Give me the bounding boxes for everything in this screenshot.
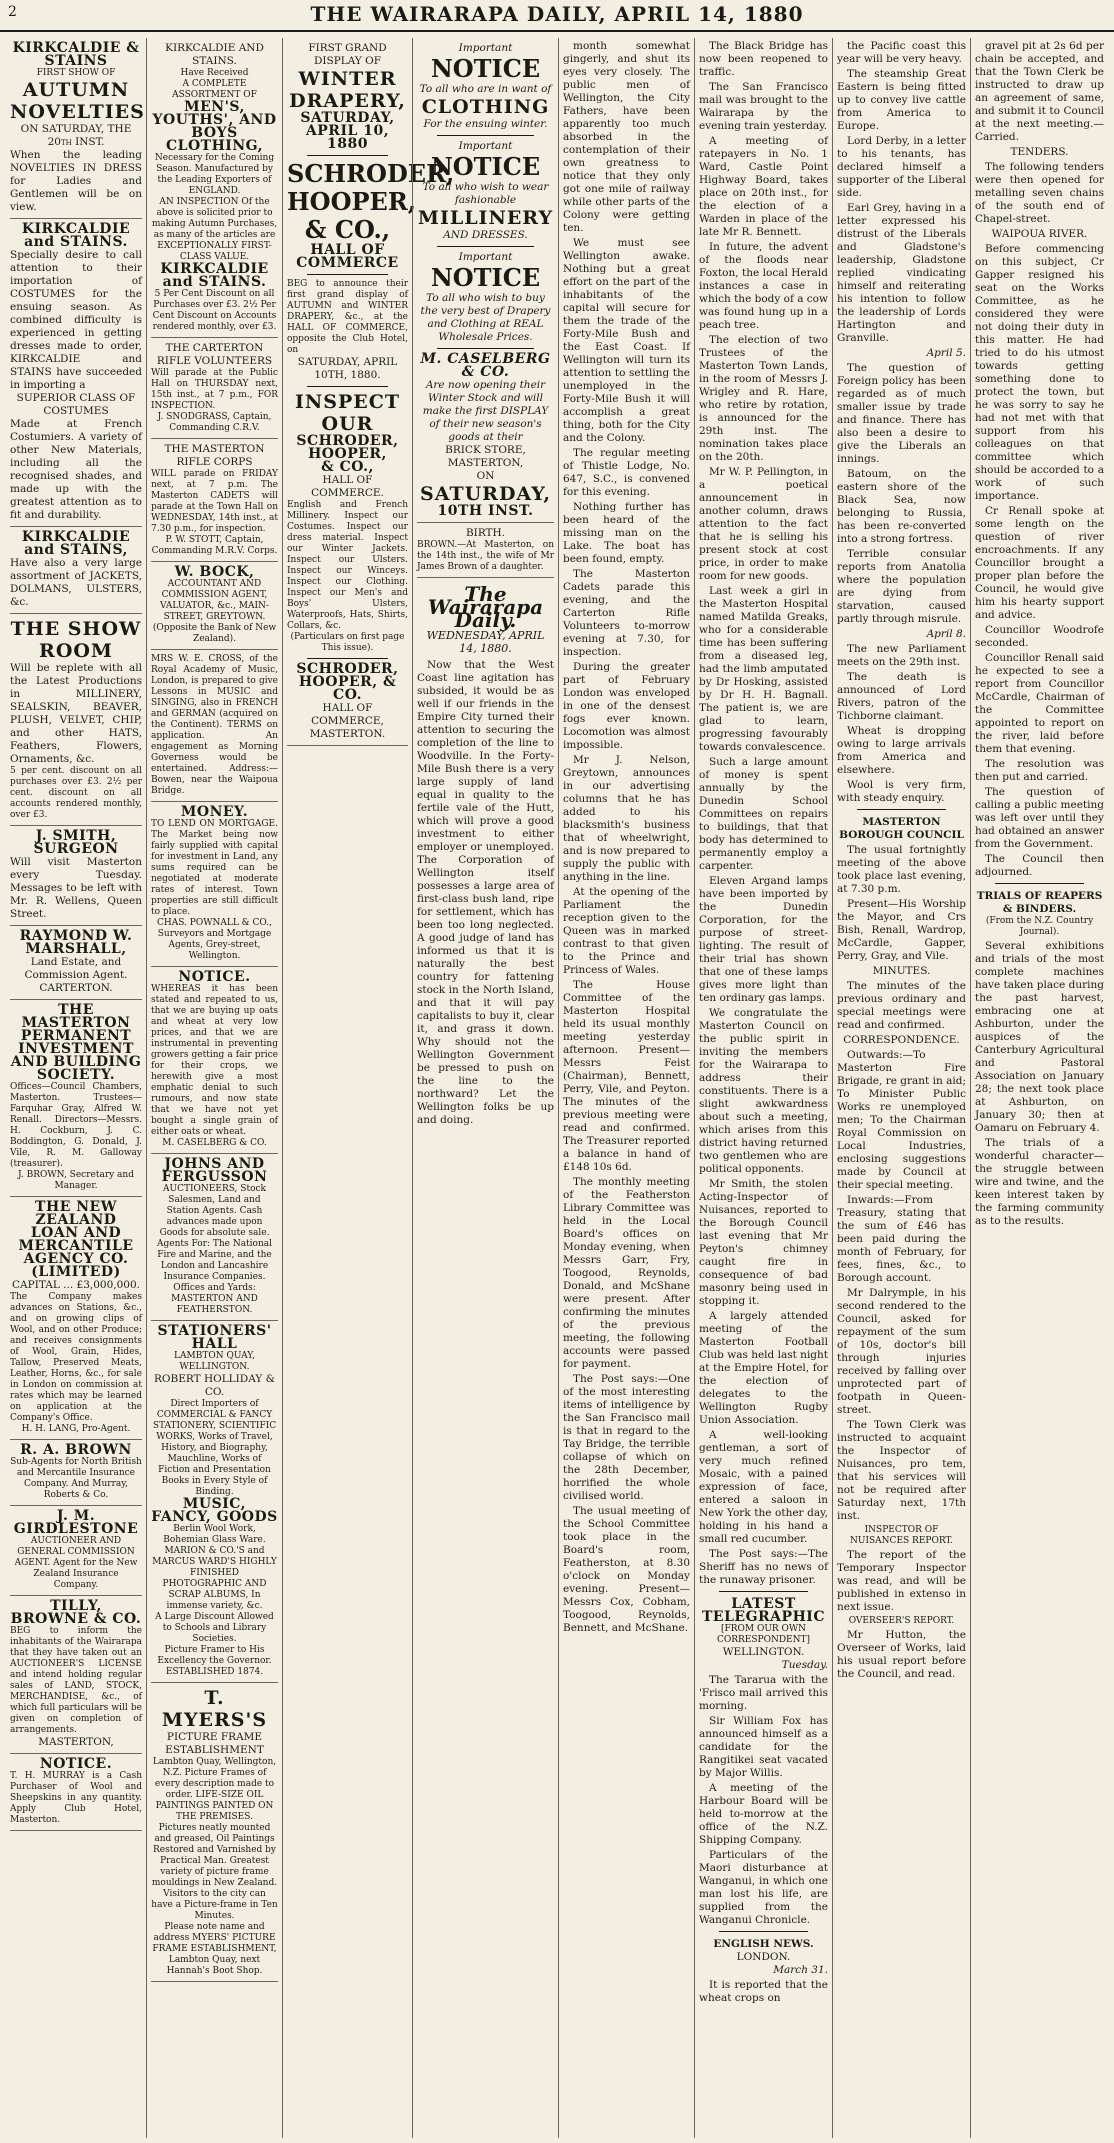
store-name: BRICK STORE, MASTERTON, (445, 444, 526, 469)
ad-title: MONEY. (180, 804, 249, 820)
news-paragraph: During the greater part of February London was enveloped in one of the densest fogs ever known. Locomotion was almost impossible. (563, 661, 690, 751)
ad-body: MRS W. E. CROSS, of the Royal Academy of Music, London, is prepared to give Lessons in MUSIC and SINGING, also in FRENCH and GERMAN (acquired on the Continent). TERMS on application. An engagement as Morning Governess would be entertained. Address:—Bowen, near the Waipoua Bridge. (151, 654, 278, 796)
news-paragraph: Batoum, on the eastern shore of the Black Sea, now belonging to Russia, has been re-converted into a strong fortress. (837, 468, 966, 545)
date-label: 10TH INST. (437, 503, 534, 519)
news-paragraph: A well-looking gentleman, a sort of very much refined Mosaic, with a pained expression of face, entered a saloon in New York the other day, holding in his hand a small red cucumber. (699, 1429, 828, 1545)
ad-body: Specially desire to call attention to their importation of COSTUMES for the ensuing season. As combined difficulty is experienced in getting dresses made to order, KIRKCALDIE and STAINS have succeeded in importing a (10, 249, 142, 391)
ad-address: Please note name and address MYERS' PICTURE FRAME ESTABLISHMENT, Lambton Quay, next Hannah's Boot Shop. (152, 1922, 277, 1976)
section-heading-english-news: ENGLISH NEWS. (713, 1938, 814, 1950)
news-paragraph: month somewhat gingerly, and shut its eyes very closely. The public men of Wellington, the City Fathers, have been apparently too much absorbed in the contemplation of their own greatness to notice that they only got one mile of railway while other parts of the Colony were getting ten. (563, 40, 690, 234)
notice-heading: NOTICE (430, 54, 541, 83)
firm-small-1: SCHRODER, (296, 433, 399, 449)
ad-mens-clothing (151, 38, 278, 338)
subhead-tenders: TENDERS. (1010, 146, 1069, 158)
subhead-correspondence: CORRESPONDENCE. (843, 1034, 960, 1046)
firm-body: Are now opening their Winter Stock and will make the first DISPLAY of their new season's goods at their (422, 379, 549, 443)
ad-title: RAYMOND W. MARSHALL, (19, 928, 133, 957)
notice-item: CLOTHING (421, 96, 550, 118)
ad-footer: Visitors to the city can have a Picture-frame in Ten Minutes. (151, 1889, 278, 1921)
ad-title: KIRKCALDIE AND STAINS. (165, 42, 264, 67)
news-paragraph: Councillor Renall said he expected to see a report from Councillor McCardle, Chairman of the Committee appointed to report on the river, laid before them that evening. (975, 652, 1104, 755)
ad-surgeon (10, 826, 142, 926)
ad-title: THE SHOW ROOM (10, 618, 142, 662)
ad-masterton-rifles (151, 439, 278, 562)
important-label: Important (458, 140, 513, 152)
news-paragraph: The San Francisco mail was brought to the Wairarapa by the evening train yesterday. (699, 81, 828, 132)
news-paragraph: The resolution was then put and carried. (975, 758, 1104, 783)
ad-place: HALL OF COMMERCE (296, 242, 399, 271)
ad-tilly-browne (10, 1596, 142, 1754)
column-4 (412, 38, 558, 2138)
ad-body: ACCOUNTANT AND COMMISSION AGENT, VALUATOR, &c., MAIN-STREET, GREYTOWN. (160, 579, 269, 622)
news-paragraph: The Tararua with the 'Frisco mail arrived this morning. (699, 1674, 828, 1712)
day-label: SATURDAY, (420, 483, 551, 505)
ad-body: AUCTIONEER AND GENERAL COMMISSION AGENT. Agent for the New Zealand Insurance Company. (14, 1536, 138, 1590)
ad-body: When the leading NOVELTIES IN DRESS for Ladies and Gentlemen will be on view. (10, 149, 142, 213)
news-paragraph: Mr W. P. Pellington, in a poetical announcement in another column, draws attention to the fact that he is selling his present stock at cost price, in order to make room for new goods. (699, 466, 828, 582)
ad-headline-2: CLOTHING, (165, 138, 263, 154)
dateline: April 8. (926, 628, 966, 640)
ad-headline: AUTUMN NOVELTIES (10, 79, 145, 123)
column-7 (832, 38, 970, 2138)
news-paragraph: Such a large amount of money is spent annually by the Dunedin School Committees on repairs to buildings, that that body has determined to permanently employ a carpenter. (699, 756, 828, 872)
news-paragraph: The Masterton Cadets parade this evening, and the Carterton Rifle Volunteers to-morrow evening at 7.30, for inspection. (563, 568, 690, 658)
news-paragraph: In future, the advent of the floods near Foxton, the local Herald instances a case in which the body of a cow was found hung up in a peach tree. (699, 241, 828, 331)
ad-body: TO LEND ON MORTGAGE. The Market being now fairly supplied with capital for investment in Land, any sums required can be negotiated at moderate rates of interest. Town properties are still difficult to place. (151, 819, 278, 917)
ad-terms: 5 per cent. discount on all purchases over £3. 2½ per cent. discount on all accounts rendered monthly, over £3. (10, 766, 142, 820)
news-paragraph: Eleven Argand lamps have been imported by the Dunedin Corporation, for the purpose of street-lighting. The result of their trial has shown that one of these lamps gives more light than ten ordinary gas lamps. (699, 875, 828, 1004)
notice-item: MILLINERY (417, 207, 554, 229)
divider (437, 348, 534, 349)
dateline-date: March 31. (773, 1964, 828, 1976)
news-paragraph: Last week a girl in the Masterton Hospital named Matilda Greaks, who for a considerable time has been suffering from a diseased leg, had the limb amputated by Dr Hosking, assisted by Dr H. H. Bagnall. The patient is, we are glad to learn, progressing favourably towards convalescence. (699, 585, 828, 753)
divider (719, 1591, 808, 1592)
ad-sub: FIRST SHOW OF (36, 68, 116, 78)
ad-title: NOTICE. (39, 1756, 113, 1772)
footer-firm: SCHRODER, HOOPER, & CO. (296, 661, 399, 703)
ad-title: KIRKCALDIE and STAINS. (21, 221, 131, 250)
birth-body: BROWN.—At Masterton, on the 14th inst., the wife of Mr James Brown of a daughter. (417, 540, 554, 572)
news-paragraph: We must see Wellington awake. Nothing but a great effort on the part of the inhabitants of the capital will secure for them the trade of the Forty-Mile Bush and the East Coast. If Wellington will turn its attention to settling the unemployed in the Forty-Mile Bush it will accomplish a great thing, both for the City and the Colony. (563, 237, 690, 444)
news-paragraph: The question of Foreign policy has been regarded as of much smaller issue by trade and finance. There has also been a desire to give the Liberals an innings. (837, 362, 966, 465)
ad-title: R. A. BROWN (20, 1442, 132, 1458)
news-paragraph: Wool is very firm, with steady enquiry. (837, 779, 966, 804)
ad-note: (Particulars on first page This issue). (290, 632, 405, 653)
news-paragraph: The minutes of the previous ordinary and special meetings were read and confirmed. (837, 980, 966, 1031)
ad-title: KIRKCALDIE and STAINS, (21, 529, 131, 558)
news-paragraph: Before commencing on this subject, Cr Gapper resigned his seat on the Works Committee, as he considered they were not doing their duty in this matter. He had tried to do his utmost towards getting something done to protect the town, but he was sorry to say he had not met with that support from his colleagues on that committee which should be accorded to a work of such importance. (975, 243, 1104, 502)
news-paragraph: Outwards:—To Masterton Fire Brigade, re grant in aid; To Minister Public Works re unemployed men; To the Chairman Royal Commission on Local Industries, enclosing suggestions made by Council at their special meeting. (837, 1049, 966, 1191)
ad-body: Land Estate, and Commission Agent. (24, 956, 128, 981)
birth-notice (417, 523, 554, 578)
dateline: April 5. (926, 347, 966, 359)
ad-winter-drapery (287, 38, 455, 746)
ad-headline: WINTER DRAPERY, (289, 68, 406, 112)
news-paragraph: Earl Grey, having in a letter expressed his distrust of the Liberals and Gladstone's leadership, Gladstone replied vindicating himself and reiterating his intention to follow the leadership of Lords Hartington and Granville. (837, 202, 966, 344)
firm-line-3: & CO., (304, 215, 391, 244)
subhead-inspector: INSPECTOR OF NUISANCES REPORT. (850, 1525, 953, 1546)
paper-dateline: WEDNESDAY, APRIL 14, 1880. (426, 629, 545, 655)
divider (307, 155, 388, 156)
news-paragraph: Mr Smith, the stolen Acting-Inspector of Nuisances, reported to the Borough Council last evening that Mr Peyton's chimney caught fire in consequence of bad masonry being used in stopping it. (699, 1178, 828, 1307)
ad-body: BEG to announce their first grand display of AUTUMN and WINTER DRAPERY, &c., at the HALL OF COMMERCE, opposite the Club Hotel, on (287, 279, 408, 355)
ad-costumes (10, 219, 142, 527)
ad-body: The Company makes advances on Stations, &c., and on growing clips of Wool, and on other Produce; and receives consignments of Wool, Grain, Hides, Tallow, Preserved Meats, Leather, Horns, &c., for sale in London on commission at rates which may be learned on application at the Company's Office. (10, 1292, 142, 1423)
news-paragraph: A meeting of ratepayers in No. 1 Ward, Castle Point Highway Board, takes place on 20th inst., for the election of a Warden in place of the late Mr R. Bennett. (699, 135, 828, 238)
ad-body: AUCTIONEERS, Stock Salesmen, Land and Station Agents. Cash advances made upon Goods for absolute sale. Agents For: The National Fire and Marine, and the London and Lancashire Insurance Companies. Offices and Yards: MASTERTON AND FEATHERSTON. (156, 1184, 273, 1315)
news-paragraph: The Town Clerk was instructed to acquaint the Inspector of Nuisances, pro tem, that his services will not be required after Saturday next, 17th inst. (837, 1419, 966, 1522)
column-8 (970, 38, 1108, 2138)
ad-terms: 5 Per Cent Discount on all Purchases over £3. 2½ Per Cent Discount on Accounts rendered monthly, over £3. (152, 289, 277, 332)
ad-show-room (10, 614, 142, 826)
news-paragraph: Councillor Woodrofe seconded. (975, 624, 1104, 649)
divider (719, 1931, 808, 1932)
ad-title: W. BOCK, (174, 564, 255, 580)
subhead-waipoua: WAIPOUA RIVER. (991, 228, 1088, 240)
news-paragraph: Sir William Fox has announced himself as a candidate for the Rangitikei seat vacated by Major Willis. (699, 1715, 828, 1779)
newspaper-title: THE WAIRARAPA DAILY, APRIL 14, 1880 (310, 2, 804, 26)
ad-money (151, 802, 278, 967)
ad-title: THE CARTERTON RIFLE VOLUNTEERS (156, 342, 273, 367)
notice-item-2: AND DRESSES. (443, 229, 528, 241)
notice-body: To all who wish to wear fashionable (422, 181, 549, 206)
ad-place: MASTERTON, (38, 1736, 114, 1748)
divider (307, 386, 388, 387)
news-paragraph: The report of the Temporary Inspector was read, and will be published in extenso in next issue. (837, 1549, 966, 1613)
firm-line-1: SCHRODER, (287, 159, 455, 188)
section-subheading: (From the N.Z. Country Journal). (985, 916, 1094, 937)
ad-title: JOHNS AND FERGUSSON (161, 1156, 268, 1185)
ad-date: ON SATURDAY, THE 20th INST. (20, 123, 132, 148)
ad-lead: A COMPLETE ASSORTMENT OF (172, 79, 257, 100)
firm-name: M. CASELBERG & CO. (420, 351, 551, 380)
column-1 (6, 38, 146, 2138)
divider (995, 883, 1084, 884)
masthead (0, 0, 1114, 32)
news-paragraph: Inwards:—From Treasury, stating that the sum of £46 has been paid during the month of February, for fees, fines, &c., to Borough account. (837, 1194, 966, 1284)
news-paragraph: The election of two Trustees of the Masterton Town Lands, in the room of Messrs J. Wrigley and R. Hare, who retire by rotation, is announced for the 29th inst. The nomination takes place on the 20th. (699, 334, 828, 463)
ad-myers (151, 1683, 278, 1982)
news-paragraph: Mr J. Nelson, Greytown, announces in our advertising columns that he has added to his blacksmith's business that of wheelwright, and is now prepared to supply the public with anything in the line. (563, 754, 690, 883)
ad-music-body: Berlin Wool Work, Bohemian Glass Ware. (163, 1524, 266, 1545)
divider (307, 658, 388, 659)
column-5 (558, 38, 694, 2138)
section-heading-borough-council: MASTERTON BOROUGH COUNCIL (839, 816, 964, 841)
subhead-overseer: OVERSEER'S REPORT. (848, 1616, 955, 1626)
ad-body: T. H. MURRAY is a Cash Purchaser of Wool and Sheepskins in any quantity. Apply Club Hotel, Masterton. (10, 1771, 142, 1825)
ad-jackets (10, 527, 142, 614)
ad-body: Lambton Quay, Wellington, N.Z. Picture Frames of every description made to order. LIFE-SIZE OIL PAINTINGS PAINTED ON THE PREMISES. (152, 1757, 277, 1822)
dateline-place: LONDON. (736, 1951, 791, 1963)
ad-caselberg-notices (417, 38, 554, 523)
ad-title: THE MASTERTON RIFLE CORPS (164, 443, 265, 468)
ad-title: J. M. GIRDLESTONE (13, 1508, 139, 1537)
ad-murray-notice (10, 1754, 142, 1831)
news-paragraph: Nothing further has been heard of the missing man on the Lake. The boat has been found, empty. (563, 501, 690, 565)
ad-music: MUSIC, FANCY, GOODS (151, 1496, 278, 1525)
ad-bock (151, 562, 278, 650)
ad-body: Made at French Costumiers. A variety of other New Materials, including all the recognised shades, and made up with the greatest attention as to fit and durability. (10, 418, 142, 521)
ad-footer: KIRKCALDIE and STAINS. (160, 261, 269, 290)
column-6 (694, 38, 832, 2138)
divider (437, 246, 534, 247)
ad-sign: M. CASELBERG & CO. (162, 1138, 267, 1148)
ad-body: Will parade at the Public Hall on THURSDAY next, 15th inst., at 7 p.m., FOR INSPECTION. (151, 368, 278, 411)
ad-title: NOTICE. (178, 969, 251, 985)
ad-title: TILLY, BROWNE & CO. (10, 1598, 142, 1627)
notice-heading: NOTICE (430, 263, 541, 292)
ad-sign: CHAS. POWNALL & CO., Surveyors and Mortgage Agents, Grey-street, Wellington. (156, 918, 272, 961)
dateline-place: WELLINGTON. (722, 1646, 805, 1658)
ad-sign: J. SNODGRASS, Captain, Commanding C.R.V. (157, 412, 272, 433)
ad-title: THE MASTERTON PERMANENT INVESTMENT AND BUILDING SOCIETY. (10, 1002, 142, 1083)
ad-body: BEG to inform the inhabitants of the Wairarapa that they have taken out an AUCTIONEER'S LICENSE and intend holding regular sales of LAND, STOCK, MERCHANDISE, &c., of which full particulars will be given on completion of arrangements. (10, 1626, 142, 1735)
ad-body: WHEREAS it has been stated and repeated to us, that we are buying up oats and wheat at very low prices, and that we are instrumental in preventing growers getting a fair price for their crops, we herewith give a most emphatic denial to such rumours, and now state that we have not yet bought a single grain of either oats or wheat. (151, 984, 278, 1137)
ad-subtitle: SUPERIOR CLASS OF COSTUMES (16, 392, 136, 417)
news-paragraph: Lord Derby, in a letter to his tenants, has declared himself a supporter of the Liberal side. (837, 135, 966, 199)
news-paragraph: Cr Renall spoke at some length on the question of river encroachments. If any Councillor brought a proper plan before the Council, he would give him his hearty support and advice. (975, 505, 1104, 621)
ad-footer: MARION & CO.'S and MARCUS WARD'S HIGHLY FINISHED PHOTOGRAPHIC AND SCRAP ALBUMS, In immense variety, &c. (152, 1546, 277, 1611)
news-paragraph: Several exhibitions and trials of the most complete machines have taken place during the past harvest, embracing one at Ashburton, under the auspices of the Canterbury Agricultural and Pastoral Association on January 28; the next took place at Ashburton, on January 30; then at Oamaru on February 4. (975, 940, 1104, 1134)
birth-title: BIRTH. (465, 527, 506, 539)
ad-body: Will be replete with all the Latest Productions in MILLINERY, SEALSKIN, BEAVER, PLUSH, VELVET, CHIP, and other HATS, Feathers, Flowers, Ornaments, &c. (10, 662, 142, 765)
subhead-minutes: MINUTES. (872, 965, 931, 977)
ad-sign: P. W. STOTT, Captain, Commanding M.R.V. Corps. (151, 535, 278, 556)
ad-autumn-novelties (10, 38, 145, 219)
section-heading-telegraphic: LATEST TELEGRAPHIC (701, 1596, 825, 1625)
page-number: 2 (8, 4, 17, 20)
news-paragraph: The trials of a wonderful character—the struggle between wire and twine, and the keen interest taken by the farming community as to the results. (975, 1137, 1104, 1227)
column-3 (282, 38, 455, 2138)
column-2 (146, 38, 282, 2138)
news-paragraph: A meeting of the Harbour Board will be held to-morrow at the office of the N.Z. Shipping Company. (699, 1782, 828, 1846)
ad-building-society (10, 1000, 142, 1197)
notice-heading: NOTICE (430, 152, 541, 181)
ad-body: Offices—Council Chambers, Masterton. Trustees—Farquhar Gray, Alfred W. Renall. Directors—Messrs. H. Cockburn, J. C. Boddington, G. Donald, J. Vile, R. M. Galloway (treasurer). (10, 1082, 142, 1169)
news-paragraph: The steamship Great Eastern is being fitted up to convey live cattle from America to Europe. (837, 68, 966, 132)
section-heading-trials: TRIALS OF REAPERS & BINDERS. (976, 890, 1103, 915)
news-paragraph: The Post says:—One of the most interesting items of intelligence by the San Francisco mail is that in regard to the Tay Bridge, the terrible collapse of which on the 28th December, horrified the whole civilised world. (563, 1373, 690, 1502)
ad-body: Direct Importers of COMMERCIAL & FANCY STATIONERY, SCIENTIFIC WORKS, Works of Travel, History, and Biography, Mauchline, Works of Fiction and Presentation Books in Every Style of Binding. (152, 1399, 277, 1497)
ad-body: WILL parade on FRIDAY next, at 7 p.m. The Masterton CADETS will parade at the Town Hall on WEDNESDAY, 14th inst., at 7.30 p.m., for inspection. (151, 469, 278, 534)
ad-music-lessons (151, 650, 278, 802)
firm-small-2: HOOPER, (308, 446, 387, 462)
ad-loan-agency (10, 1197, 142, 1440)
news-paragraph: Mr Hutton, the Overseer of Works, laid his usual report before the Council, and read. (837, 1629, 966, 1680)
firm-line-2: HOOPER, (287, 187, 417, 216)
news-paragraph: The usual fortnightly meeting of the above took place last evening, at 7.30 p.m. (837, 844, 966, 895)
ad-body: Will visit Masterton every Tuesday. Messages to be left with Mr. R. Wellens, Queen Street. (10, 856, 142, 920)
ad-established: ESTABLISHED 1874. (165, 1667, 264, 1677)
ad-johns-fergusson (151, 1154, 278, 1321)
paper-flag: The Wairarapa Daily. (427, 582, 544, 632)
ad-note: (Opposite the Bank of New Zealand). (152, 623, 277, 644)
news-paragraph: The usual meeting of the School Committee took place in the Board's room, Featherston, at 8.30 o'clock on Monday evening. Present—Messrs Cox, Cobham, Toogood, Reynolds, Bennett, and McShane. (563, 1505, 690, 1634)
ad-title: KIRKCALDIE & STAINS (12, 40, 140, 69)
ad-stationers-hall (151, 1321, 278, 1683)
notice-body: To all who are in want of (419, 83, 552, 95)
ad-note: Pictures neatly mounted and greased, Oil Paintings Restored and Varnished by Practical Man. Greatest variety of picture frame mouldings in New Zealand. (151, 1823, 278, 1888)
ad-capital: CAPITAL ... £3,000,000. (12, 1279, 140, 1291)
news-paragraph: It is reported that the wheat crops on (699, 1979, 828, 2004)
news-paragraph: The death is announced of Lord Rivers, patron of the Tichborne claimant. (837, 671, 966, 722)
footer-town: MASTERTON. (309, 728, 386, 740)
on-label: ON (476, 470, 495, 482)
ad-sub: Have Received (180, 68, 249, 78)
news-paragraph: The House Committee of the Masterton Hospital held its usual monthly meeting yesterday afternoon. Present—Messrs Feist (Chairman), Bennett, Perry, Vile, and Peyton. The minutes of the previous meeting were read and confirmed. The Treasurer reported a balance in hand of £148 10s 6d. (563, 979, 690, 1173)
ad-body: Necessary for the Coming Season. Manufactured by the Leading Exporters of ENGLAND. (154, 153, 275, 196)
news-paragraph: The Black Bridge has now been reopened to traffic. (699, 40, 828, 78)
news-paragraph: The Council then adjourned. (975, 853, 1104, 878)
news-paragraph: The monthly meeting of the Featherston Library Committee was held in the Local Board's offices on Monday evening, when Messrs Garr, Fry, Toogood, Reynolds, Donald, and McShane were present. After confirming the minutes of the previous meeting, the following accounts were passed for payment. (563, 1176, 690, 1370)
news-paragraph: Present—His Worship the Mayor, and Crs Bish, Renall, Wardrop, McCardle, Gapper, Perry, Gray, and Vile. (837, 898, 966, 962)
leader-article: Now that the West Coast line agitation has subsided, it would be as well if our friends in the Empire City turned their attention to securing the completion of the line to Woodville. In the Forty-Mile Bush there is a very large supply of land equal in quality to the fertile vale of the Hutt, which will prove a good investment to either employer or unemployed. The Corporation of Wellington itself possesses a large area of first-class bush land, ripe for settlement, which has been too long neglected. A good judge of land has informed us that it is naturally the best country for fattening stock in the North Island, and that it will pay capitalists to buy it, clear it, and grass it down. Why should not the Wellington Government be pressed to push on the line to the northward? Let the Wellington folks be up and doing. (417, 659, 554, 1126)
news-paragraph: the Pacific coast this year will be very heavy. (837, 40, 966, 65)
ad-pictures: Picture Framer to His Excellency the Governor. (157, 1645, 272, 1666)
news-paragraph: The new Parliament meets on the 29th inst. (837, 643, 966, 668)
news-paragraph: The following tenders were then opened for metalling seven chains of the south end of Chapel-street. (975, 161, 1104, 225)
ad-headline: MEN'S, YOUTHS', AND BOYS (152, 99, 277, 141)
ad-list: English and French Millinery. Inspect our Costumes. Inspect our dress material. Inspect our Winter Jackets. Inspect our Ulsters. Inspect our Winceys. Inspect our Clothing. Inspect our Men's and Boys' Ulsters, Waterproofs, Hats, Shirts, Collars, &c. (287, 500, 408, 631)
ad-marshall (10, 926, 142, 1000)
notice-body: To all who wish to buy the very best of Drapery and Clothing at REAL Wholesale Prices. (420, 292, 551, 343)
ad-body: Have also a very large assortment of JACKETS, DOLMANS, ULSTERS, &c. (10, 557, 142, 608)
news-paragraph: The question of calling a public meeting was left over until they had obtained an answer from the Government. (975, 786, 1104, 850)
ad-date-2: SATURDAY, APRIL 10TH, 1880. (297, 356, 398, 381)
news-paragraph: Terrible consular reports from Anatolia where the population are dying from starvation, caused partly through misrule. (837, 548, 966, 625)
news-paragraph: gravel pit at 2s 6d per chain be accepted, and that the Town Clerk be instructed to draw up an agreement of same, and submit it to Council at the next meeting.—Carried. (975, 40, 1104, 143)
dateline-day: Tuesday. (781, 1659, 828, 1671)
ad-inspect: INSPECT OUR (294, 391, 400, 435)
ad-discount: A Large Discount Allowed to Schools and Library Societies. (155, 1612, 274, 1644)
news-paragraph: At the opening of the Parliament the reception given to the Queen was in marked contrast to that given to the Prince and Princess of Wales. (563, 886, 690, 976)
footer-place: HALL OF COMMERCE, (311, 702, 384, 727)
important-label: Important (458, 42, 513, 54)
ad-sign: H. H. LANG, Pro-Agent. (21, 1424, 131, 1434)
ad-girdlestone (10, 1506, 142, 1596)
news-paragraph: Wheat is dropping owing to large arrivals from America and elsewhere. (837, 725, 966, 776)
ad-title: STATIONERS' HALL (157, 1323, 272, 1352)
ad-name: ROBERT HOLLIDAY & CO. (153, 1373, 275, 1398)
news-paragraph: A largely attended meeting of the Masterton Football Club was held last night at the Empire Hotel, for the election of delegates to the Wellington Rugby Union Association. (699, 1310, 828, 1426)
ad-lead: FIRST GRAND DISPLAY OF (308, 42, 387, 67)
news-paragraph: We congratulate the Masterton Council on the public spirit in inviting the members for the Wairarapa to address their constituents. There is a slight awkwardness about such a meeting, which arises from this district having returned two gentlemen who are political opponents. (699, 1007, 828, 1175)
ad-place: LAMBTON QUAY, WELLINGTON. (174, 1351, 255, 1372)
ad-sub: PICTURE FRAME ESTABLISHMENT (165, 1731, 264, 1756)
ad-sign: J. BROWN, Secretary and Manager. (18, 1170, 134, 1191)
divider (857, 809, 946, 810)
ad-place: CARTERTON. (39, 982, 113, 994)
ad-carterton-rifles (151, 338, 278, 439)
columns (6, 38, 1108, 2138)
ad-title: T. MYERS'S (161, 1687, 268, 1731)
section-subheading: [FROM OUR OWN CORRESPONDENT] (716, 1624, 811, 1645)
ad-body: Sub-Agents for North British and Mercantile Insurance Company. And Murray, Roberts & Co. (10, 1457, 142, 1500)
ad-date: SATURDAY, APRIL 10, 1880 (300, 110, 395, 152)
firm-small-4: HALL OF COMMERCE. (311, 474, 384, 499)
news-paragraph: The Post says:—The Sheriff has no news of the runaway prisoner. (699, 1548, 828, 1586)
divider (437, 135, 534, 136)
ad-caselberg-notice (151, 967, 278, 1154)
ad-invite: AN INSPECTION Of the above is solicited prior to making Autumn Purchases, as many of the articles are EXCEPTIONALLY FIRST-CLASS VALUE. (151, 197, 278, 262)
notice-sub: For the ensuing winter. (423, 118, 548, 130)
news-paragraph: The regular meeting of Thistle Lodge, No. 647, S.C., is convened for this evening. (563, 447, 690, 498)
divider (307, 274, 388, 275)
ad-brown (10, 1440, 142, 1506)
ad-title: J. SMITH, SURGEON (33, 828, 119, 857)
ad-title: THE NEW ZEALAND LOAN AND MERCANTILE AGENCY CO. (LIMITED) (18, 1199, 134, 1280)
important-label: Important (458, 251, 513, 263)
news-paragraph: Mr Dalrymple, in his second rendered to the Council, asked for repayment of the sum of 10s, doctor's bill through injuries received by falling over unprotected part of footpath in Queen-street. (837, 1287, 966, 1416)
news-paragraph: Particulars of the Maori disturbance at Wanganui, in which one man lost his life, are supplied from the Wanganui Chronicle. (699, 1849, 828, 1926)
firm-small-3: & CO., (321, 459, 374, 475)
